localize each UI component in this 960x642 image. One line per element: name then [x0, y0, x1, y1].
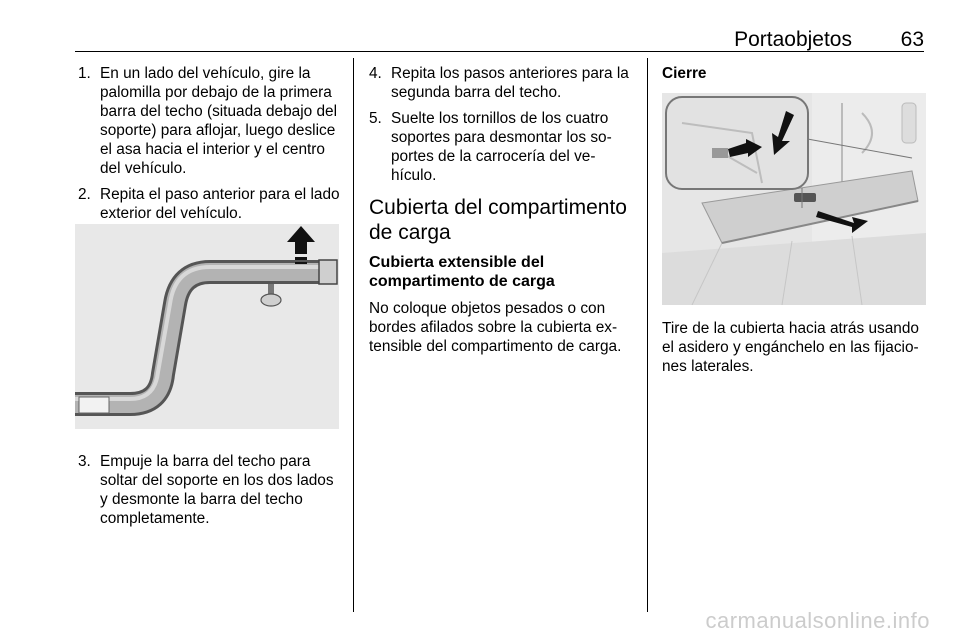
column-1-continued	[78, 452, 342, 535]
column-1	[78, 64, 342, 230]
header-rule	[75, 51, 924, 52]
roof-bar-illustration	[75, 224, 339, 429]
watermark: carmanualsonline.info	[705, 608, 930, 633]
header-title: Portaobjetos	[734, 28, 852, 51]
subsection-heading: Cubierta extensible del compartimento de carga	[369, 254, 555, 290]
closure-paragraph: Tire de la cubierta hacia atrás usando el asidero y engánchelo en las fijacio‐ nes laterales.	[662, 320, 919, 375]
column-divider-2	[647, 58, 648, 612]
warning-paragraph: No coloque objetos pesados o con bordes afilados sobre la cubierta ex‐ tensible del compartimento de carga.	[369, 300, 622, 355]
step-3: 3. Empuje la barra del techo para soltar del soporte en los dos lados y desmonte la barra del techo completamente.	[78, 453, 334, 527]
steps-list-2	[78, 452, 342, 528]
closure-label: Cierre	[662, 65, 707, 82]
section-heading: Cubierta del compartimento de carga	[369, 196, 627, 244]
steps-list-1	[78, 64, 342, 223]
column-3	[662, 64, 928, 83]
steps-list-3	[369, 64, 635, 185]
page-number: 63	[900, 28, 924, 51]
column-2	[369, 64, 635, 356]
cargo-cover-illustration	[662, 93, 926, 305]
column-divider-1	[353, 58, 354, 612]
step-4: 4. Repita los pasos anteriores para la segunda barra del techo.	[369, 65, 629, 101]
step-1: 1. En un lado del vehículo, gire la palomilla por debajo de la primera barra del techo (situada debajo del soporte) para aflojar, luego deslice el asa hacia el interior y el centro del vehículo.	[78, 65, 338, 177]
step-5: 5. Suelte los tornillos de los cuatro soportes para desmontar los so‐ portes de la carrocería del ve‐ hículo.	[369, 110, 612, 184]
step-2: 2. Repita el paso anterior para el lado exterior del vehículo.	[78, 186, 340, 222]
